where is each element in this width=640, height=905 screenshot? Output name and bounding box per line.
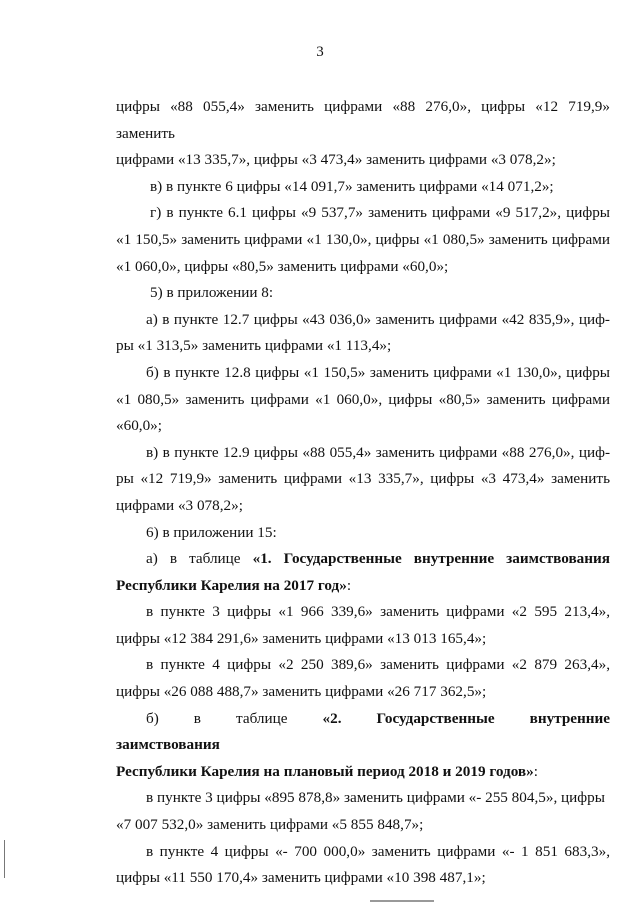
text-line: в) в пункте 12.9 цифры «88 055,4» заменить цифрами «88 276,0», циф-: [146, 443, 610, 461]
text-line: цифрами «13 335,7», цифры «3 473,4» заменить цифрами «3 078,2»;: [116, 151, 556, 169]
text-line: в) в пункте 6 цифры «14 091,7» заменить цифрами «14 071,2»;: [150, 177, 554, 195]
text-span: :: [346, 576, 352, 594]
text-line: а) в пункте 12.7 цифры «43 036,0» заменить цифрами «42 835,9», циф-: [146, 310, 610, 328]
page-number: 3: [316, 44, 324, 60]
text-line: ры «12 719,9» заменить цифрами «13 335,7», цифры «3 473,4» заменить: [116, 470, 610, 488]
text-line: 6) в приложении 15:: [146, 523, 277, 541]
text-line: цифры «11 550 170,4» заменить цифрами «10 398 487,1»;: [116, 869, 486, 887]
text-line: г) в пункте 6.1 цифры «9 537,7» заменить цифрами «9 517,2», цифры: [150, 204, 610, 222]
text-line: «1 060,0», цифры «80,5» заменить цифрами «60,0»;: [116, 257, 449, 275]
text-span: :: [533, 762, 538, 780]
text-span: б) в таблице: [146, 709, 323, 727]
text-line: 5) в приложении 8:: [150, 284, 274, 302]
text-span: а) в таблице: [146, 550, 253, 568]
text-line: «1 150,5» заменить цифрами «1 130,0», цифры «1 080,5» заменить цифрами: [116, 230, 610, 248]
table-title-bold: «2. Государственные внутренние заимствования: [116, 709, 611, 754]
table-title-bold: Республики Карелия на плановый период 2018 и 2019 годов»: [116, 762, 534, 780]
text-line: цифры «88 055,4» заменить цифрами «88 276,0», цифры «12 719,9» заменить: [116, 98, 610, 142]
text-line: ры «1 313,5» заменить цифрами «1 113,4»;: [116, 337, 392, 355]
text-line: цифры «26 088 488,7» заменить цифрами «26 717 362,5»;: [116, 683, 487, 701]
text-line: цифры «12 384 291,6» заменить цифрами «13 013 165,4»;: [116, 629, 487, 647]
text-line: в пункте 4 цифры «- 700 000,0» заменить цифрами «- 1 851 683,3»,: [146, 842, 610, 860]
text-line: б) в пункте 12.8 цифры «1 150,5» заменить цифрами «1 130,0», цифры: [146, 363, 610, 381]
document-body: [116, 94, 610, 892]
text-line: в пункте 3 цифры «895 878,8» заменить цифрами «- 255 804,5», цифры: [146, 789, 605, 807]
table-reference-line: [116, 546, 610, 573]
scan-edge-mark: [4, 840, 5, 878]
table-title-bold: «1. Государственные внутренние заимствования: [252, 550, 610, 568]
text-line: в пункте 4 цифры «2 250 389,6» заменить цифрами «2 879 263,4»,: [146, 656, 610, 674]
text-line: «60,0»;: [116, 417, 162, 435]
table-reference-line: [116, 706, 610, 759]
text-line: «1 080,5» заменить цифрами «1 060,0», цифры «80,5» заменить цифрами: [116, 390, 610, 408]
text-line: цифрами «3 078,2»;: [116, 496, 243, 514]
text-line: в пункте 3 цифры «1 966 339,6» заменить цифрами «2 595 213,4»,: [146, 603, 610, 621]
text-line: [116, 573, 610, 600]
text-line: [116, 759, 610, 786]
scan-edge-mark: [370, 900, 434, 902]
table-title-bold: Республики Карелия на 2017 год»: [116, 576, 347, 594]
text-line: «7 007 532,0» заменить цифрами «5 855 848,7»;: [116, 816, 424, 834]
